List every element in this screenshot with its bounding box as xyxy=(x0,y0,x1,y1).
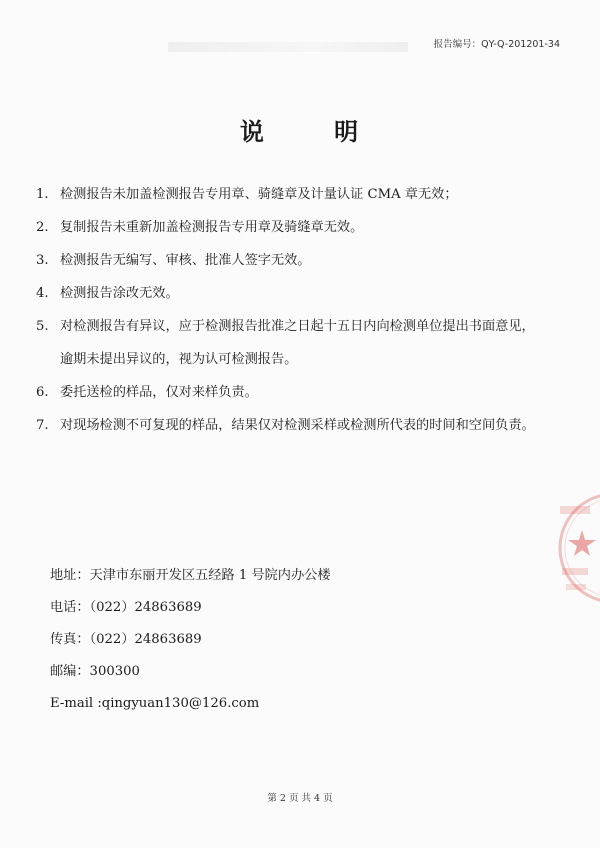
note-item-3 xyxy=(36,244,584,277)
note-number: 5. xyxy=(36,319,49,334)
note-text: 对现场检测不可复现的样品，结果仅对检测采样或检测所代表的时间和空间负责。 xyxy=(60,418,535,433)
phone-line: 电话：（022）24863689 xyxy=(50,600,202,615)
note-text: 检测报告未加盖检测报告专用章、骑缝章及计量认证 CMA 章无效； xyxy=(60,187,458,202)
page-footer: 第 2 页 共 4 页 xyxy=(267,793,333,804)
note-number: 3. xyxy=(36,253,49,268)
fax-line: 传真：（022）24863689 xyxy=(50,632,202,647)
note-item-7 xyxy=(36,409,584,442)
email-line: E-mail :qingyuan130@126.com xyxy=(50,696,260,711)
note-item-5 xyxy=(36,310,584,343)
page-title: 说 明 xyxy=(239,117,361,146)
note-item-5-continuation: 逾期未提出异议的，视为认可检测报告。 xyxy=(60,352,298,367)
address-line: 地址：天津市东丽开发区五经路 1 号院内办公楼 xyxy=(50,568,331,583)
note-number: 2. xyxy=(36,220,49,235)
red-seal-stamp xyxy=(552,488,600,618)
note-number: 6. xyxy=(36,385,49,400)
note-item-6 xyxy=(36,376,584,409)
note-text: 检测报告涂改无效。 xyxy=(60,286,179,301)
contact-block xyxy=(50,560,550,720)
note-item-1 xyxy=(36,178,584,211)
note-number: 4. xyxy=(36,286,49,301)
note-item-2 xyxy=(36,211,584,244)
note-text: 检测报告无编写、审核、批准人签字无效。 xyxy=(60,253,311,268)
postcode-line: 邮编：300300 xyxy=(50,664,140,679)
faint-header-mark xyxy=(168,42,408,52)
note-number: 1. xyxy=(36,187,49,202)
report-number: 报告编号：QY-Q-201201-34 xyxy=(433,39,560,50)
note-text: 委托送检的样品，仅对来样负责。 xyxy=(60,385,258,400)
note-item-4 xyxy=(36,277,584,310)
note-number: 7. xyxy=(36,418,49,433)
notes-list xyxy=(36,178,584,442)
note-text: 复制报告未重新加盖检测报告专用章及骑缝章无效。 xyxy=(60,220,364,235)
note-text: 对检测报告有异议，应于检测报告批准之日起十五日内向检测单位提出书面意见， xyxy=(60,319,535,334)
